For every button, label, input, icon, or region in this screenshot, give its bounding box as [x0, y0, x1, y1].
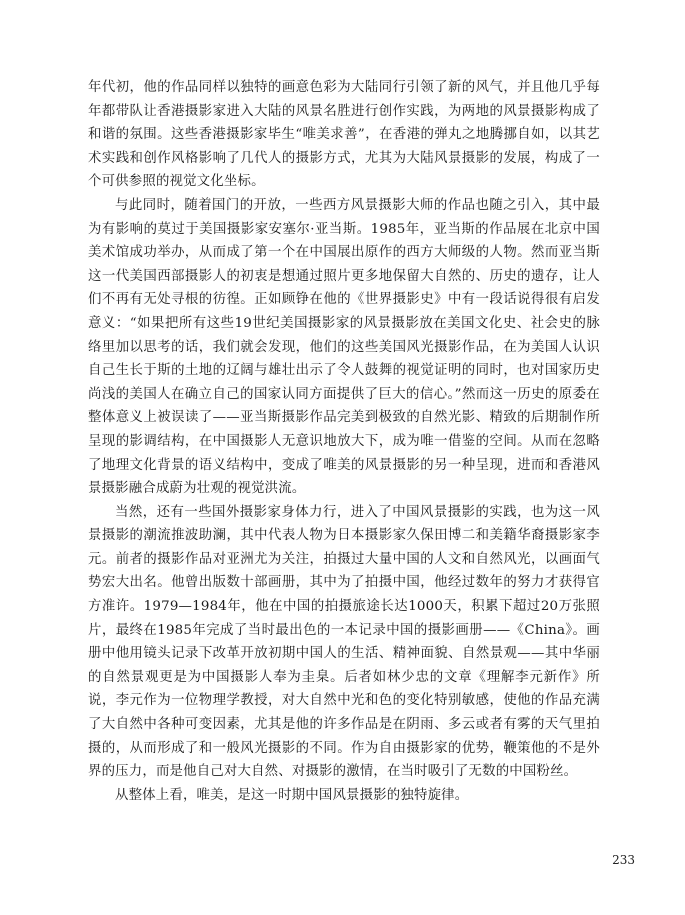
- paragraph-2: 与此同时，随着国门的开放，一些西方风景摄影大师的作品也随之引入，其中最为有影响的莫过于美国摄影家安塞尔·亚当斯。1985年，亚当斯的作品展在北京中国美术馆成功举办，从而成了第一个在中国展出原作的西方大师级的人物。然而亚当斯这一代美国西部摄影人的初衷是想通过照片更多地保留大自然的、历史的遗存，让人们不再有无处寻根的彷徨。正如顾铮在他的《世界摄影史》中有一段话说得很有启发意义：“如果把所有这些19世纪美国摄影家的风景摄影放在美国文化史、社会史的脉络里加以思考的话，我们就会发现，他们的这些美国风光摄影作品，在为美国人认识自己生长于斯的土地的辽阔与雄壮出示了令人鼓舞的视觉证明的同时，也对国家历史尚浅的美国人在确立自己的国家认同方面提供了巨大的信心。”然而这一历史的原委在整体意义上被误读了——亚当斯摄影作品完美到极致的自然光影、精致的后期制作所呈现的影调结构，在中国摄影人无意识地放大下，成为唯一借鉴的空间。从而在忽略了地理文化背景的语义结构中，变成了唯美的风景摄影的另一种呈现，进而和香港风景摄影融合成蔚为壮观的视觉洪流。: [88, 197, 600, 497]
- paragraph-3: 当然，还有一些国外摄影家身体力行，进入了中国风景摄影的实践，也为这一风景摄影的潮流推波助澜，其中代表人物为日本摄影家久保田博二和美籍华裔摄影家李元。前者的摄影作品对亚洲尤为关注，拍摄过大量中国的人文和自然风光，以画面气势宏大出名。他曾出版数十部画册，其中为了拍摄中国，他经过数年的努力才获得官方准许。1979—1984年，他在中国的拍摄旅途长达1000天，积累下超过20万张照片，最终在1985年完成了当时最出色的一本记录中国的摄影画册——《China》。画册中他用镜头记录下改革开放初期中国人的生活、精神面貌、自然景观——其中华丽的自然景观更是为中国摄影人奉为圭臬。后者如林少忠的文章《理解李元新作》所说，李元作为一位物理学教授，对大自然中光和色的变化特别敏感，使他的作品充满了大自然中各种可变因素，尤其是他的许多作品是在阴雨、多云或者有雾的天气里拍摄的，从而形成了和一般风光摄影的不同。作为自由摄影家的优势，鞭策他的不是外界的压力，而是他自己对大自然、对摄影的激情，在当时吸引了无数的中国粉丝。: [88, 504, 600, 780]
- paragraph-1: 年代初，他的作品同样以独特的画意色彩为大陆同行引领了新的风气，并且他几乎每年都带队让香港摄影家进入大陆的风景名胜进行创作实践，为两地的风景摄影构成了和谐的氛围。这些香港摄影家毕生“唯美求善”，在香港的弹丸之地腾挪自如，以其艺术实践和创作风格影响了几代人的摄影方式，尤其为大陆风景摄影的发展，构成了一个可供参照的视觉文化坐标。: [88, 80, 600, 190]
- page-body: [88, 76, 600, 807]
- paragraph-4: 从整体上看，唯美，是这一时期中国风景摄影的独特旋律。: [115, 787, 469, 803]
- page-number: 233: [612, 853, 635, 867]
